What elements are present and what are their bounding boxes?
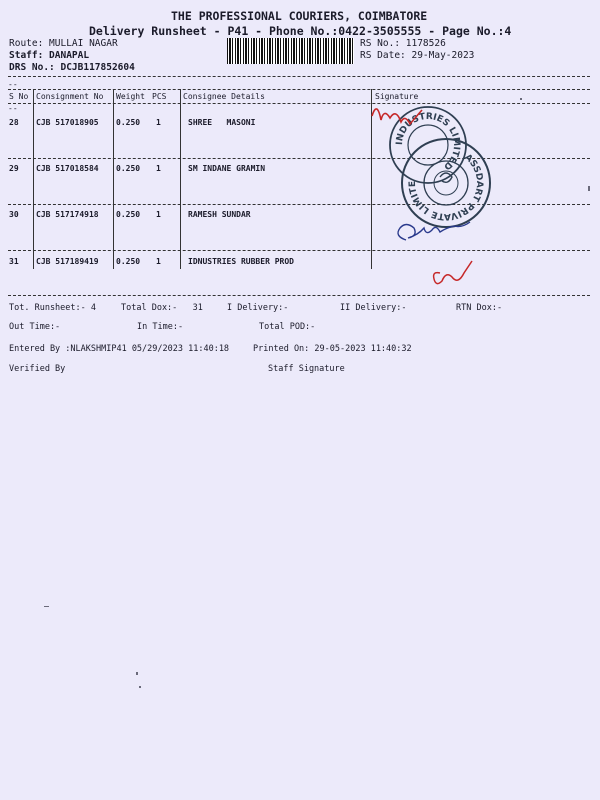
rs-number: RS No.: 1178526 (360, 38, 446, 49)
stamp-ring-text: ASSDART PRIVATE LIMITED (366, 73, 485, 222)
col-signature-header: Signature (375, 92, 419, 101)
row-sno: 31 (9, 257, 19, 266)
scan-speck (44, 606, 49, 607)
col-divider (33, 89, 34, 269)
scan-speck (588, 186, 590, 191)
barcode (227, 38, 354, 64)
row-sno: 28 (9, 118, 19, 127)
row-consignee: IDNUSTRIES RUBBER PROD (188, 257, 294, 266)
row-consignee: SM INDANE GRAMIN (188, 164, 266, 173)
table-top-rule (8, 76, 590, 77)
total-runsheet: Tot. Runsheet:- 4 (9, 303, 96, 313)
out-time: Out Time:- (9, 322, 61, 332)
scan-speck (136, 672, 138, 675)
row-pcs: 1 (156, 118, 161, 127)
row-sno: 29 (9, 164, 19, 173)
drs-number: DRS No.: DCJB117852604 (9, 62, 135, 73)
svg-text:INDUSTRIES LIMITED (395, 112, 461, 171)
header-marker: -- (8, 80, 18, 89)
row-pcs: 1 (156, 210, 161, 219)
row-consignment: CJB 517018584 (36, 164, 99, 173)
col-weight-header: Weight (116, 92, 145, 101)
row-weight: 0.250 (116, 118, 141, 127)
company-stamp-upper (390, 107, 466, 183)
verified-by: Verified By (9, 364, 66, 374)
col-divider (113, 89, 114, 269)
route-text: Route: MULLAI NAGAR (9, 38, 118, 49)
in-time: In Time:- (137, 322, 184, 332)
row-weight: 0.250 (116, 257, 141, 266)
printed-on: Printed On: 29-05-2023 11:40:32 (253, 344, 412, 354)
col-consignee-header: Consignee Details (183, 92, 265, 101)
row-weight: 0.250 (116, 164, 141, 173)
ii-delivery: II Delivery:- (340, 303, 407, 313)
entered-by: Entered By :NLAKSHMIP41 05/29/2023 11:40:18 (9, 344, 230, 354)
staff-text: Staff: DANAPAL (9, 50, 90, 61)
col-pcs-header: PCS (152, 92, 167, 101)
i-delivery: I Delivery:- (227, 303, 289, 313)
row-weight: 0.250 (116, 210, 141, 219)
row-sno: 30 (9, 210, 19, 219)
row-consignment: CJB 517018905 (36, 118, 99, 127)
total-dox: Total Dox:- 31 (121, 303, 203, 313)
row-pcs: 1 (156, 257, 161, 266)
row-pcs: 1 (156, 164, 161, 173)
row-consignee: RAMESH SUNDAR (188, 210, 251, 219)
col-consignment-header: Consignment No (36, 92, 104, 101)
col-divider (180, 89, 181, 269)
header-marker: -- (8, 104, 18, 113)
staff-signature-label: Staff Signature (268, 364, 345, 374)
stamp-ring-text: INDUSTRIES LIMITED (394, 111, 462, 172)
scan-speck (520, 98, 522, 100)
col-sno-header: S No (9, 92, 29, 101)
company-stamp-lower (366, 73, 490, 227)
rs-date: RS Date: 29-May-2023 (360, 50, 475, 61)
scan-speck (139, 686, 141, 688)
runsheet-subtitle: Delivery Runsheet - P41 - Phone No.:0422-3505555 - Page No.:4 (89, 24, 512, 38)
company-title: THE PROFESSIONAL COURIERS, COIMBATORE (171, 9, 428, 23)
red-signature-row31 (434, 261, 472, 284)
total-pod: Total POD:- (259, 322, 316, 332)
rtn-dox: RTN Dox:- (456, 303, 503, 313)
delivery-stamps (366, 73, 530, 300)
row-consignment: CJB 517189419 (36, 257, 99, 266)
row-consignment: CJB 517174918 (36, 210, 99, 219)
row-consignee: SHREE MASONI (188, 118, 256, 127)
